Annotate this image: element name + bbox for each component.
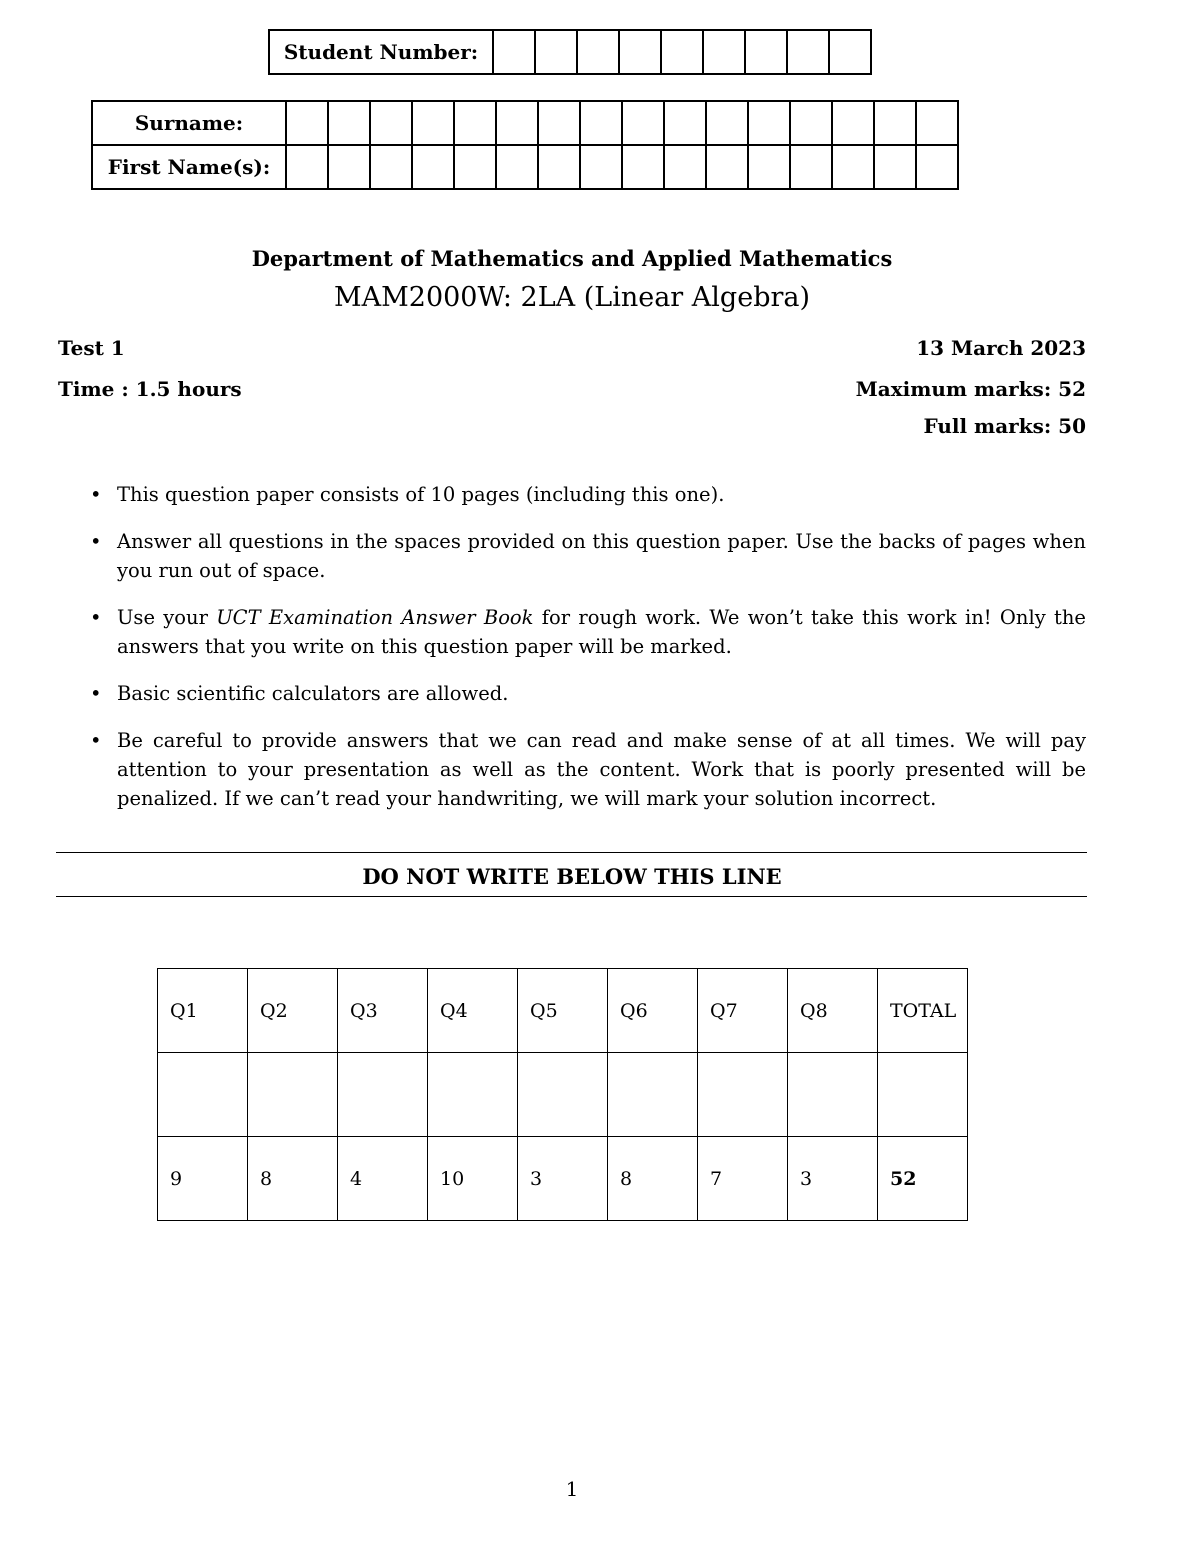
student-number-cell[interactable] xyxy=(829,30,871,74)
instruction-text: Basic scientific calculators are allowed. xyxy=(117,682,509,705)
student-number-cell[interactable] xyxy=(493,30,535,74)
surname-cell[interactable] xyxy=(916,101,958,145)
surname-cell[interactable] xyxy=(496,101,538,145)
surname-cell[interactable] xyxy=(412,101,454,145)
marks-header-row xyxy=(158,969,968,1053)
surname-cell[interactable] xyxy=(664,101,706,145)
name-box xyxy=(91,100,959,190)
bullet-icon: • xyxy=(90,729,102,752)
surname-label: Surname: xyxy=(92,101,286,145)
first-names-cell[interactable] xyxy=(622,145,664,189)
instruction-text: This question paper consists of 10 pages (including this one). xyxy=(117,483,725,506)
bullet-icon: • xyxy=(90,530,102,553)
student-number-cell[interactable] xyxy=(661,30,703,74)
marks-score-cell[interactable] xyxy=(698,1053,788,1137)
first-names-cell[interactable] xyxy=(664,145,706,189)
marks-max-cell: 8 xyxy=(248,1137,338,1221)
marks-header-cell: Q6 xyxy=(608,969,698,1053)
marks-score-cell[interactable] xyxy=(518,1053,608,1137)
student-number-cell[interactable] xyxy=(703,30,745,74)
first-names-cell[interactable] xyxy=(286,145,328,189)
surname-cell[interactable] xyxy=(832,101,874,145)
test-date: 13 March 2023 xyxy=(916,336,1086,360)
first-names-label: First Name(s): xyxy=(92,145,286,189)
marks-header-cell: Q2 xyxy=(248,969,338,1053)
surname-cell[interactable] xyxy=(454,101,496,145)
surname-row xyxy=(92,101,958,145)
surname-cell[interactable] xyxy=(286,101,328,145)
marks-score-cell[interactable] xyxy=(248,1053,338,1137)
bullet-icon: • xyxy=(90,606,102,629)
first-names-cell[interactable] xyxy=(370,145,412,189)
test-label: Test 1 xyxy=(58,336,125,360)
divider-line-bottom xyxy=(56,896,1087,897)
marks-max-cell: 3 xyxy=(788,1137,878,1221)
first-names-cell[interactable] xyxy=(874,145,916,189)
max-marks: Maximum marks: 52 xyxy=(855,377,1086,401)
student-number-box xyxy=(268,29,872,75)
course-title: MAM2000W: 2LA (Linear Algebra) xyxy=(333,282,811,313)
marks-max-cell: 8 xyxy=(608,1137,698,1221)
student-number-cell[interactable] xyxy=(535,30,577,74)
first-names-cell[interactable] xyxy=(454,145,496,189)
surname-cell[interactable] xyxy=(580,101,622,145)
answer-book-name: UCT Examination Answer Book xyxy=(216,606,534,629)
marks-max-cell: 3 xyxy=(518,1137,608,1221)
first-names-cell[interactable] xyxy=(412,145,454,189)
instruction-text-post: for rough work. We won’t take this work in! Only the answers that you write on this question paper will be marked. xyxy=(117,606,1086,658)
surname-cell[interactable] xyxy=(538,101,580,145)
full-marks: Full marks: 50 xyxy=(923,414,1086,438)
first-names-cell[interactable] xyxy=(580,145,622,189)
instruction-text: Be careful to provide answers that we can read and make sense of at all times. We will pay attention to your presentation as well as the content. Work that is poorly presented will be penalized. If we can’t read your handwriting, we will mark your solution incorrect. xyxy=(117,729,1086,810)
instruction-item xyxy=(90,527,1086,585)
time-label: Time : 1.5 hours xyxy=(58,377,242,401)
marks-max-cell: 9 xyxy=(158,1137,248,1221)
marks-score-cell[interactable] xyxy=(788,1053,878,1137)
marks-header-cell: TOTAL xyxy=(878,969,968,1053)
marks-header-cell: Q5 xyxy=(518,969,608,1053)
first-names-cell[interactable] xyxy=(748,145,790,189)
marks-score-cell[interactable] xyxy=(338,1053,428,1137)
marks-max-cell: 10 xyxy=(428,1137,518,1221)
first-names-cell[interactable] xyxy=(538,145,580,189)
marks-score-cell[interactable] xyxy=(608,1053,698,1137)
instruction-text-pre: Use your xyxy=(117,606,217,629)
marks-max-cell: 7 xyxy=(698,1137,788,1221)
marks-score-cell[interactable] xyxy=(158,1053,248,1137)
bullet-icon: • xyxy=(90,682,102,705)
department-title: Department of Mathematics and Applied Mathematics xyxy=(251,246,893,271)
marks-header-cell: Q1 xyxy=(158,969,248,1053)
marks-header-cell: Q8 xyxy=(788,969,878,1053)
marks-scored-row xyxy=(158,1053,968,1137)
first-names-cell[interactable] xyxy=(706,145,748,189)
first-names-cell[interactable] xyxy=(832,145,874,189)
marks-score-cell[interactable] xyxy=(428,1053,518,1137)
student-number-cell[interactable] xyxy=(577,30,619,74)
divider-line-top xyxy=(56,852,1087,853)
instruction-item xyxy=(90,480,1086,509)
marks-header-cell: Q7 xyxy=(698,969,788,1053)
first-names-cell[interactable] xyxy=(790,145,832,189)
marks-score-cell[interactable] xyxy=(878,1053,968,1137)
first-names-cell[interactable] xyxy=(916,145,958,189)
instruction-item xyxy=(90,726,1086,813)
first-names-cell[interactable] xyxy=(496,145,538,189)
marks-header-cell: Q4 xyxy=(428,969,518,1053)
student-number-cell[interactable] xyxy=(787,30,829,74)
marks-max-cell: 4 xyxy=(338,1137,428,1221)
first-names-row xyxy=(92,145,958,189)
surname-cell[interactable] xyxy=(790,101,832,145)
instructions-list xyxy=(90,480,1086,831)
surname-cell[interactable] xyxy=(748,101,790,145)
surname-cell[interactable] xyxy=(874,101,916,145)
page-number: 1 xyxy=(565,1477,579,1501)
surname-cell[interactable] xyxy=(622,101,664,145)
instruction-item xyxy=(90,603,1086,661)
first-names-cell[interactable] xyxy=(328,145,370,189)
student-number-cell[interactable] xyxy=(745,30,787,74)
surname-cell[interactable] xyxy=(706,101,748,145)
instruction-text: Answer all questions in the spaces provided on this question paper. Use the backs of pages when you run out of space. xyxy=(117,530,1086,582)
surname-cell[interactable] xyxy=(370,101,412,145)
surname-cell[interactable] xyxy=(328,101,370,145)
student-number-label: Student Number: xyxy=(269,30,493,74)
marks-max-row xyxy=(158,1137,968,1221)
marks-table xyxy=(157,968,968,1221)
marks-header-cell: Q3 xyxy=(338,969,428,1053)
student-number-cell[interactable] xyxy=(619,30,661,74)
instruction-item xyxy=(90,679,1086,708)
do-not-write-label: DO NOT WRITE BELOW THIS LINE xyxy=(362,864,782,889)
bullet-icon: • xyxy=(90,483,102,506)
marks-max-cell: 52 xyxy=(878,1137,968,1221)
